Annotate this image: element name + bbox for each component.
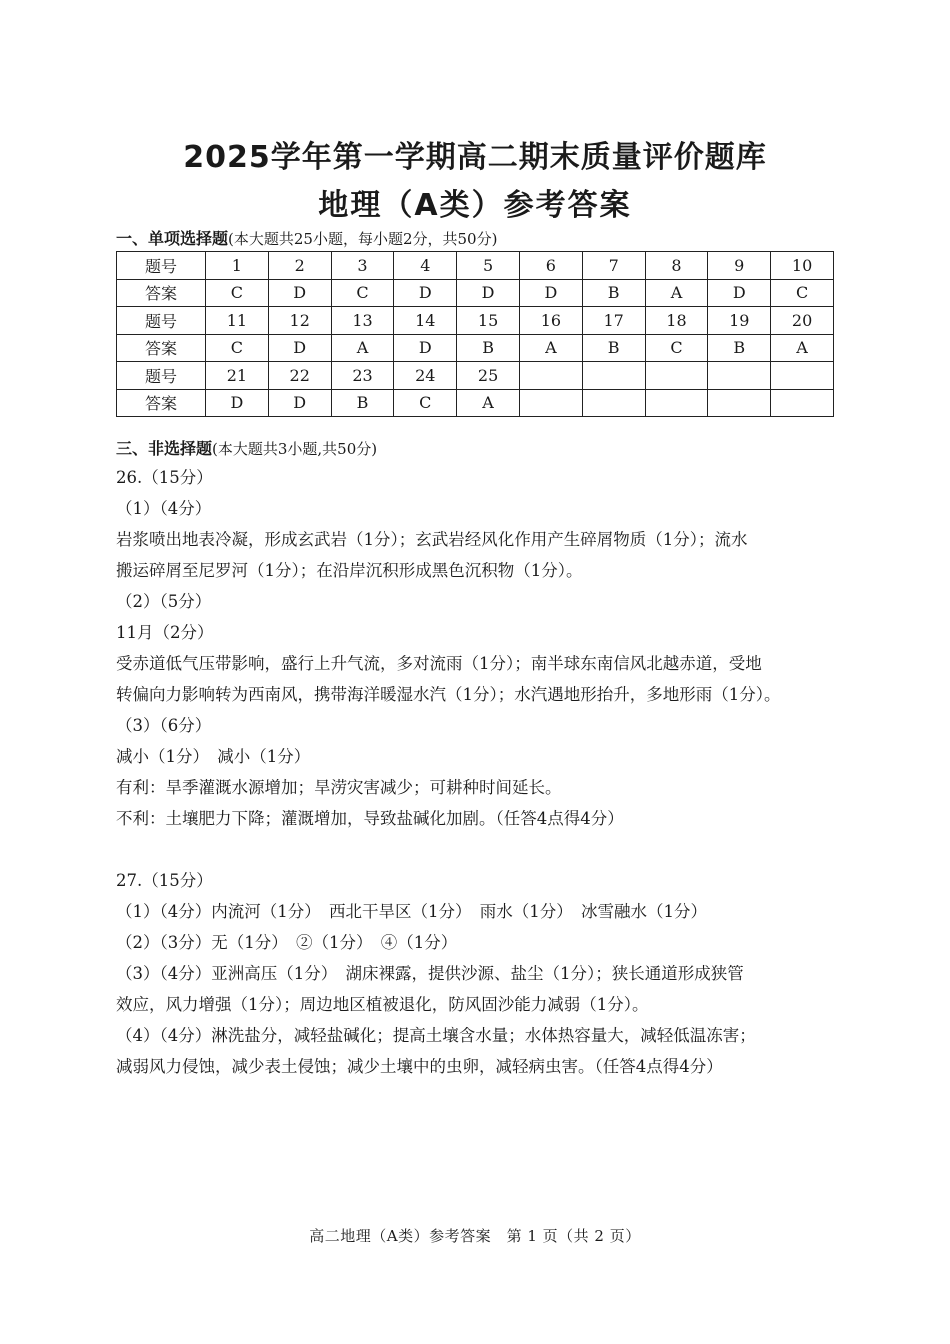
table-row-answers bbox=[117, 279, 834, 307]
section-multiple-choice-label: 一、单项选择题 bbox=[116, 229, 229, 248]
answer-cell: A bbox=[645, 279, 708, 307]
table-row-question-numbers bbox=[117, 252, 834, 280]
question-number-cell: 24 bbox=[394, 362, 457, 390]
row-label-answer: 答案 bbox=[117, 389, 206, 417]
section-multiple-choice-note: (本大题共25小题，每小题2分，共50分) bbox=[228, 230, 498, 248]
question-number-cell: 4 bbox=[394, 252, 457, 280]
question-number-cell: 22 bbox=[268, 362, 331, 390]
answer-cell: D bbox=[394, 334, 457, 362]
answer-line: 受赤道低气压带影响，盛行上升气流，多对流雨（1分）；南半球东南信风北越赤道，受地 bbox=[116, 654, 762, 673]
answer-line: （2）（5分） bbox=[116, 592, 212, 611]
answer-cell: D bbox=[394, 279, 457, 307]
document-subtitle: 地理（A类）参考答案 bbox=[318, 188, 632, 223]
question-number-cell: 15 bbox=[457, 307, 520, 335]
answer-line: 27.（15分） bbox=[116, 871, 213, 890]
question-number-cell: 3 bbox=[331, 252, 394, 280]
question-number-cell: 25 bbox=[457, 362, 520, 390]
question-number-cell: 5 bbox=[457, 252, 520, 280]
question-number-cell: 2 bbox=[268, 252, 331, 280]
question-number-cell: 19 bbox=[708, 307, 771, 335]
answer-line: （1）（4分）内流河（1分） 西北干旱区（1分） 雨水（1分） 冰雪融水（1分） bbox=[116, 902, 707, 921]
answer-line: 转偏向力影响转为西南风，携带海洋暖湿水汽（1分）；水汽遇地形抬升，多地形雨（1分）。 bbox=[116, 685, 781, 704]
answer-cell: C bbox=[645, 334, 708, 362]
section-non-choice-heading bbox=[116, 436, 377, 459]
answer-cell: B bbox=[457, 334, 520, 362]
answer-cell: D bbox=[519, 279, 582, 307]
answer-table bbox=[116, 251, 834, 417]
answer-line: （1）（4分） bbox=[116, 499, 212, 518]
question-number-cell: 7 bbox=[582, 252, 645, 280]
answer-line: 26.（15分） bbox=[116, 468, 213, 487]
answer-cell bbox=[708, 389, 771, 417]
answer-line: 减弱风力侵蚀，减少表土侵蚀；减少土壤中的虫卵，减轻病虫害。（任答4点得4分） bbox=[116, 1057, 723, 1076]
row-label-answer: 答案 bbox=[117, 279, 206, 307]
answer-cell bbox=[771, 389, 834, 417]
answer-body bbox=[116, 462, 840, 1082]
question-number-cell: 1 bbox=[206, 252, 269, 280]
table-row-answers bbox=[117, 389, 834, 417]
table-row-answers bbox=[117, 334, 834, 362]
question-number-cell: 10 bbox=[771, 252, 834, 280]
answer-cell: D bbox=[206, 389, 269, 417]
answer-cell: D bbox=[457, 279, 520, 307]
table-row-question-numbers bbox=[117, 362, 834, 390]
answer-cell: C bbox=[331, 279, 394, 307]
answer-cell: A bbox=[519, 334, 582, 362]
question-number-cell: 16 bbox=[519, 307, 582, 335]
question-number-cell: 8 bbox=[645, 252, 708, 280]
question-number-cell: 18 bbox=[645, 307, 708, 335]
question-number-cell: 21 bbox=[206, 362, 269, 390]
answer-cell bbox=[582, 389, 645, 417]
answer-line: （4）（4分）淋洗盐分，减轻盐碱化；提高土壤含水量；水体热容量大，减轻低温冻害； bbox=[116, 1026, 756, 1045]
answer-line: （3）（4分）亚洲高压（1分） 湖床裸露，提供沙源、盐尘（1分）；狭长通道形成狭管 bbox=[116, 964, 744, 983]
answer-cell bbox=[519, 389, 582, 417]
question-number-cell: 11 bbox=[206, 307, 269, 335]
answer-cell: C bbox=[206, 334, 269, 362]
answer-cell bbox=[645, 389, 708, 417]
answer-line: 有利：旱季灌溉水源增加；旱涝灾害减少；可耕种时间延长。 bbox=[116, 778, 562, 797]
answer-cell: C bbox=[771, 279, 834, 307]
answer-cell: B bbox=[331, 389, 394, 417]
section-non-choice-label: 三、非选择题 bbox=[116, 439, 213, 458]
question-number-cell: 14 bbox=[394, 307, 457, 335]
answer-cell: C bbox=[206, 279, 269, 307]
answer-cell: B bbox=[582, 334, 645, 362]
question-number-cell: 13 bbox=[331, 307, 394, 335]
answer-line: （2）（3分）无（1分） ②（1分） ④（1分） bbox=[116, 933, 458, 952]
answer-line: 搬运碎屑至尼罗河（1分）；在沿岸沉积形成黑色沉积物（1分）。 bbox=[116, 561, 583, 580]
row-label-question: 题号 bbox=[117, 307, 206, 335]
answer-cell: A bbox=[457, 389, 520, 417]
answer-cell: D bbox=[268, 389, 331, 417]
answer-cell: A bbox=[771, 334, 834, 362]
answer-cell: C bbox=[394, 389, 457, 417]
question-number-cell bbox=[708, 362, 771, 390]
page-footer: 高二地理（A类）参考答案 第 1 页（共 2 页） bbox=[309, 1227, 641, 1245]
answer-cell: B bbox=[582, 279, 645, 307]
answer-cell: A bbox=[331, 334, 394, 362]
question-number-cell: 17 bbox=[582, 307, 645, 335]
answer-line: 岩浆喷出地表冷凝，形成玄武岩（1分）；玄武岩经风化作用产生碎屑物质（1分）；流水 bbox=[116, 530, 748, 549]
answer-cell: D bbox=[268, 334, 331, 362]
question-number-cell bbox=[771, 362, 834, 390]
document-title: 2025学年第一学期高二期末质量评价题库 bbox=[183, 140, 767, 175]
answer-line: 11月（2分） bbox=[116, 623, 214, 642]
question-number-cell: 6 bbox=[519, 252, 582, 280]
section-non-choice-note: (本大题共3小题,共50分) bbox=[212, 440, 378, 458]
question-number-cell: 9 bbox=[708, 252, 771, 280]
blank-line bbox=[116, 834, 840, 865]
row-label-answer: 答案 bbox=[117, 334, 206, 362]
answer-line: 不利：土壤肥力下降；灌溉增加，导致盐碱化加剧。（任答4点得4分） bbox=[116, 809, 624, 828]
section-multiple-choice-heading bbox=[116, 226, 497, 249]
question-number-cell: 20 bbox=[771, 307, 834, 335]
answer-cell: D bbox=[708, 279, 771, 307]
table-row-question-numbers bbox=[117, 307, 834, 335]
question-number-cell bbox=[645, 362, 708, 390]
question-number-cell bbox=[519, 362, 582, 390]
answer-line: （3）（6分） bbox=[116, 716, 212, 735]
row-label-question: 题号 bbox=[117, 252, 206, 280]
question-number-cell: 23 bbox=[331, 362, 394, 390]
row-label-question: 题号 bbox=[117, 362, 206, 390]
answer-line: 减小（1分） 减小（1分） bbox=[116, 747, 311, 766]
answer-cell: B bbox=[708, 334, 771, 362]
question-number-cell: 12 bbox=[268, 307, 331, 335]
answer-line: 效应，风力增强（1分）；周边地区植被退化，防风固沙能力减弱（1分）。 bbox=[116, 995, 649, 1014]
question-number-cell bbox=[582, 362, 645, 390]
answer-cell: D bbox=[268, 279, 331, 307]
